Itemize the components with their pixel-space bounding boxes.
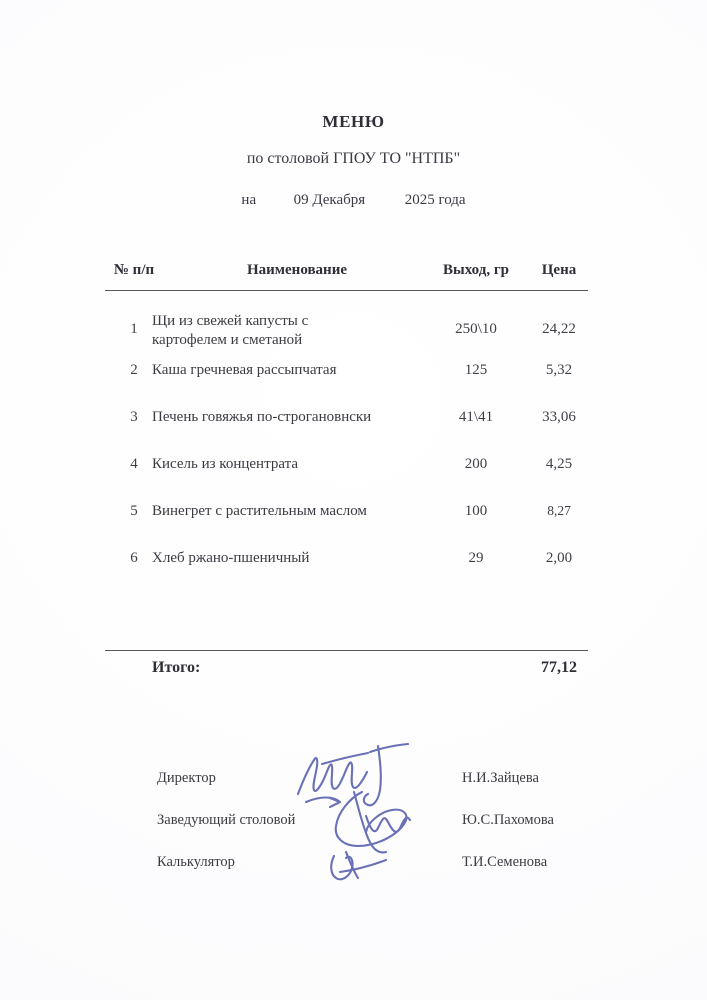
row-number: 2 bbox=[130, 362, 138, 378]
page-title: МЕНЮ bbox=[322, 112, 385, 131]
row-output: 200 bbox=[464, 456, 488, 472]
table-header-rule bbox=[105, 290, 588, 291]
column-header-output: Выход, гр bbox=[443, 262, 509, 278]
row-price: 33,06 bbox=[542, 409, 576, 425]
total-value: 77,12 bbox=[541, 659, 577, 676]
row-item-name: Кисель из концентрата bbox=[152, 456, 298, 472]
signature-row bbox=[0, 812, 707, 854]
signatory-role: Заведующий столовой bbox=[157, 812, 296, 828]
signatory-role: Директор bbox=[157, 770, 216, 786]
row-number: 1 bbox=[130, 321, 138, 337]
total-rule bbox=[105, 650, 588, 651]
row-item-name: Каша гречневая рассыпчатая bbox=[152, 362, 337, 378]
row-item-name: Печень говяжья по-строгановнски bbox=[152, 409, 372, 425]
row-output: 125 bbox=[464, 362, 488, 378]
row-price: 2,00 bbox=[545, 550, 573, 566]
row-price: 5,32 bbox=[545, 362, 573, 378]
dateline-prefix: на bbox=[241, 192, 257, 208]
row-price: 24,22 bbox=[542, 321, 576, 337]
signatory-role: Калькулятор bbox=[157, 854, 235, 870]
signature-row bbox=[0, 854, 707, 896]
row-output: 41\41 bbox=[458, 409, 494, 425]
column-header-name: Наименование bbox=[247, 262, 347, 278]
row-output: 250\10 bbox=[455, 321, 497, 337]
table-header-row bbox=[105, 262, 588, 286]
row-number: 4 bbox=[130, 456, 138, 472]
row-item-name-line1: Щи из свежей капусты с bbox=[152, 313, 309, 329]
signature-row bbox=[0, 770, 707, 812]
row-price: 4,25 bbox=[545, 456, 573, 472]
signatory-name: Ю.С.Пахомова bbox=[462, 812, 554, 828]
row-item-name bbox=[152, 312, 442, 350]
column-header-number: № п/п bbox=[113, 262, 155, 278]
row-item-name: Винегрет с растительным маслом bbox=[152, 503, 367, 519]
document-dateline bbox=[0, 192, 707, 209]
signature-block bbox=[0, 770, 707, 896]
signatory-name: Т.И.Семенова bbox=[462, 854, 548, 870]
row-output: 29 bbox=[468, 550, 484, 566]
document-subtitle: по столовой ГПОУ ТО "НТПБ" bbox=[246, 150, 461, 167]
column-header-price: Цена bbox=[541, 262, 577, 278]
total-label: Итого: bbox=[152, 659, 201, 676]
row-item-name: Хлеб ржано-пшеничный bbox=[152, 550, 310, 566]
row-output: 100 bbox=[464, 503, 488, 519]
row-number: 3 bbox=[130, 409, 138, 425]
dateline-year: 2025 года bbox=[404, 192, 466, 208]
row-number: 5 bbox=[130, 503, 138, 519]
dateline-day-month: 09 Декабря bbox=[293, 192, 366, 208]
row-item-name-line2: картофелем и сметаной bbox=[152, 332, 303, 348]
signatory-name: Н.И.Зайцева bbox=[462, 770, 539, 786]
row-price: 8,27 bbox=[547, 503, 571, 518]
row-number: 6 bbox=[130, 550, 138, 566]
